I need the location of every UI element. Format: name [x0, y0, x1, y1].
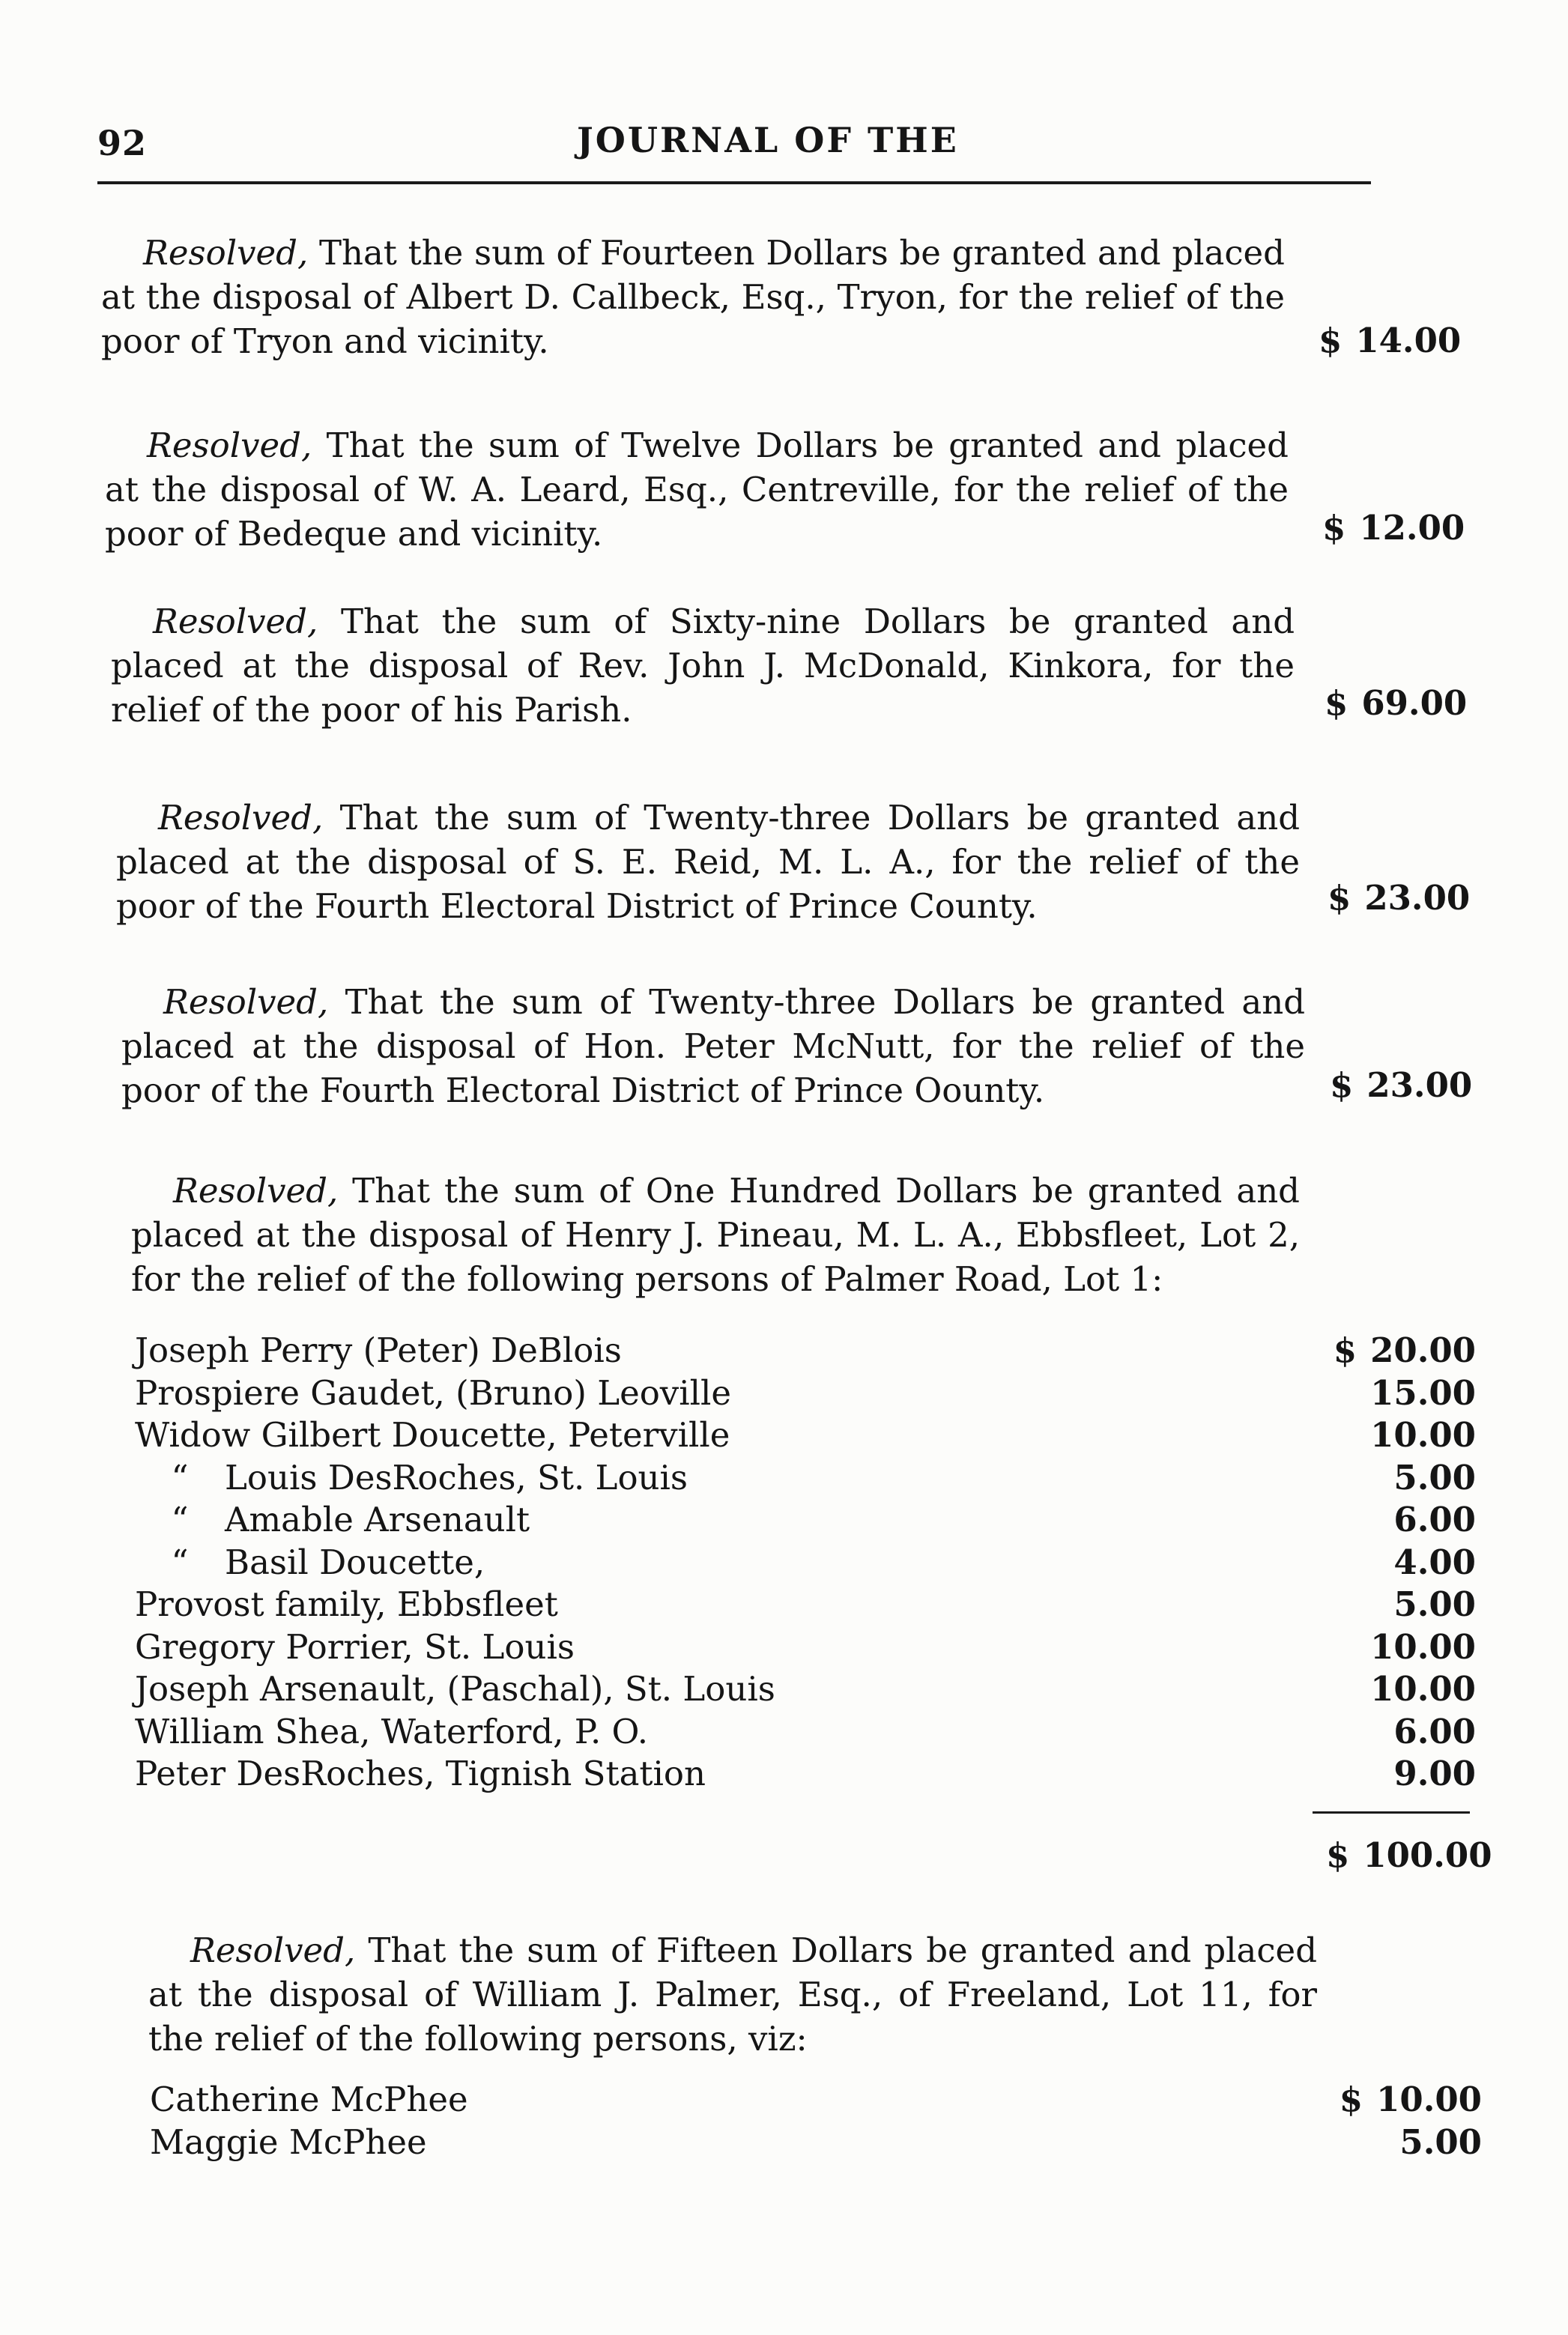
resolution-amount: $ 23.00 — [1328, 878, 1471, 918]
resolution-text: That the sum of Fifteen Dollars be granted and placed at the disposal of William J. Palmer, Esq., of Freeland, Lot 11, for the relief of the following persons, viz: — [148, 1930, 1317, 2059]
ditto-mark: “ — [171, 1500, 189, 1539]
list-item: Gregory Porrier, St. Louis 10.00 — [135, 1626, 1476, 1667]
resolution-5 — [121, 980, 1305, 1112]
resolution-text: That the sum of Twenty-three Dollars be granted and placed at the disposal of S. E. Reid, M. L. A., for the relief of the poor of the Fourth Electoral District of Prince County. — [116, 798, 1300, 926]
resolution-lead: Resolved, — [173, 1171, 339, 1211]
page-number: 92 — [97, 123, 148, 163]
resolution-amount: $ 12.00 — [1322, 508, 1465, 548]
resolution-1 — [101, 231, 1285, 363]
resolution-2 — [105, 423, 1289, 556]
resolution-text: That the sum of Twenty-three Dollars be granted and placed at the disposal of Hon. Peter McNutt, for the relief of the poor of the Fourth Electoral District of Prince Oounty. — [121, 982, 1305, 1110]
list-item: Catherine McPhee $ 10.00 — [150, 2080, 1482, 2119]
list-item: Joseph Arsenault, (Paschal), St. Louis 10.00 — [135, 1669, 1476, 1709]
resolution-amount: $ 23.00 — [1330, 1065, 1473, 1105]
resolution-lead: Resolved, — [163, 982, 329, 1022]
list-item: Provost family, Ebbsfleet 5.00 — [135, 1584, 1476, 1624]
resolution-7 — [148, 1928, 1317, 2061]
header-rule — [97, 181, 1371, 184]
resolution-amount: $ 69.00 — [1325, 683, 1468, 723]
list-item: “ Louis DesRoches, St. Louis 5.00 — [135, 1458, 1476, 1500]
resolution-text: That the sum of One Hundred Dollars be granted and placed at the disposal of Henry J. Pineau, M. L. A., Ebbsfleet, Lot 2, for the relief of the following persons of Palmer Road, Lot 1: — [131, 1171, 1300, 1299]
list-item: Maggie McPhee 5.00 — [150, 2122, 1482, 2162]
list-item: “ Basil Doucette, 4.00 — [135, 1542, 1476, 1585]
list-item: Prospiere Gaudet, (Bruno) Leoville 15.00 — [135, 1372, 1476, 1413]
ditto-mark: “ — [171, 1542, 189, 1582]
resolution-amount: $ 14.00 — [1319, 321, 1462, 360]
resolution-lead: Resolved, — [147, 425, 312, 465]
page-header — [97, 112, 1371, 172]
resolution-3 — [111, 599, 1295, 732]
ditto-mark: “ — [171, 1457, 189, 1497]
list-item: William Shea, Waterford, P. O. 6.00 — [135, 1711, 1476, 1751]
resolution-lead: Resolved, — [190, 1930, 356, 1970]
resolution-lead: Resolved, — [158, 798, 324, 838]
resolution-6 — [131, 1169, 1300, 1301]
resolution-text: That the sum of Twelve Dollars be granted and placed at the disposal of W. A. Leard, Esq., Centreville, for the relief of the poor of Bedeque and vicinity. — [105, 425, 1289, 554]
palmer-relief-list — [150, 2080, 1482, 2164]
list-item: Peter DesRoches, Tignish Station 9.00 — [135, 1754, 1476, 1793]
pineau-total: $ 100.00 — [1326, 1835, 1492, 1875]
resolution-lead: Resolved, — [143, 233, 309, 273]
resolution-text: That the sum of Fourteen Dollars be granted and placed at the disposal of Albert D. Callbeck, Esq., Tryon, for the relief of the poor of Tryon and vicinity. — [101, 233, 1285, 361]
list-item: “ Amable Arsenault 6.00 — [135, 1500, 1476, 1542]
list-item: Widow Gilbert Doucette, Peterville 10.00 — [135, 1415, 1476, 1455]
list-item: Joseph Perry (Peter) DeBlois $ 20.00 — [135, 1330, 1476, 1370]
resolution-4 — [116, 796, 1300, 928]
total-rule — [1313, 1811, 1470, 1814]
resolution-lead: Resolved, — [153, 602, 318, 641]
pineau-relief-list — [135, 1330, 1476, 1796]
resolution-text: That the sum of Sixty-nine Dollars be granted and placed at the disposal of Rev. John J. McDonald, Kinkora, for the relief of the poor of his Parish. — [111, 602, 1295, 730]
running-title: JOURNAL OF THE — [577, 120, 959, 160]
